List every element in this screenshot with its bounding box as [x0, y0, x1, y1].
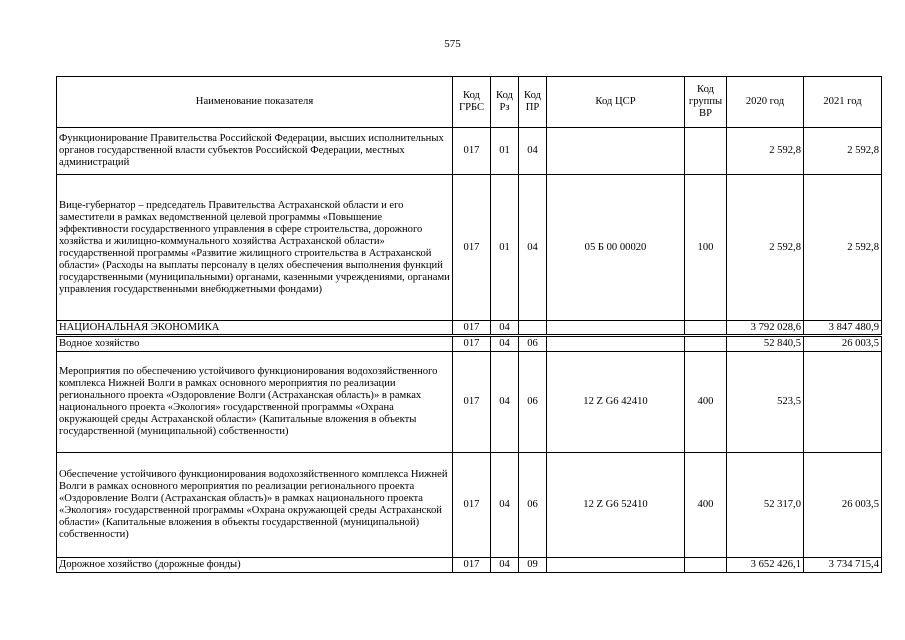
- row-2020: 3 652 426,1: [727, 558, 804, 573]
- row-rz: 04: [491, 558, 519, 573]
- row-2020: 52 840,5: [727, 336, 804, 352]
- row-grbs: 017: [453, 175, 491, 321]
- row-2020: 2 592,8: [727, 175, 804, 321]
- row-pr: 09: [519, 558, 547, 573]
- row-csr: [547, 128, 685, 175]
- row-rz: 04: [491, 453, 519, 558]
- table-row: [57, 336, 882, 352]
- row-vr: [685, 336, 727, 352]
- header-pr: Код ПР: [519, 77, 547, 128]
- row-grbs: 017: [453, 336, 491, 352]
- row-vr: [685, 128, 727, 175]
- header-vr: Код группы ВР: [685, 77, 727, 128]
- row-rz: 01: [491, 175, 519, 321]
- row-name: Обеспечение устойчивого функционирования водохозяйственного комплекса Нижней Волги в рамках основного мероприятия по реализации регионального проекта «Оздоровление Волги (Астраханская область)» в рамках национального проекта «Экология» государственной программы «Охрана окружающей среды Астраханской области» (Капитальные вложения в объекты государственной (муниципальной) собственности): [57, 453, 453, 558]
- row-2020: 3 792 028,6: [727, 321, 804, 336]
- row-rz: 04: [491, 352, 519, 453]
- row-pr: 06: [519, 352, 547, 453]
- row-pr: 06: [519, 453, 547, 558]
- row-vr: 400: [685, 352, 727, 453]
- row-csr: [547, 558, 685, 573]
- header-name: Наименование показателя: [57, 77, 453, 128]
- table-row: [57, 128, 882, 175]
- row-2020: 523,5: [727, 352, 804, 453]
- row-2021: 3 847 480,9: [804, 321, 882, 336]
- row-vr: [685, 558, 727, 573]
- row-grbs: 017: [453, 352, 491, 453]
- row-grbs: 017: [453, 558, 491, 573]
- row-2021: [804, 352, 882, 453]
- row-rz: 01: [491, 128, 519, 175]
- row-name: Мероприятия по обеспечению устойчивого функционирования водохозяйственного комплекса Нижней Волги в рамках основного мероприятия по реализации регионального проекта «Оздоровление Волги (Астраханская область)» в рамках национального проекта «Экология» государственной программы «Охрана окружающей среды Астраханской области» (Капитальные вложения в объекты государственной (муниципальной) собственности): [57, 352, 453, 453]
- row-pr: [519, 321, 547, 336]
- table-row: [57, 175, 882, 321]
- row-csr: [547, 321, 685, 336]
- row-csr: 05 Б 00 00020: [547, 175, 685, 321]
- table-row: [57, 321, 882, 336]
- header-rz: Код Рз: [491, 77, 519, 128]
- row-csr: 12 Z G6 52410: [547, 453, 685, 558]
- row-2021: 2 592,8: [804, 128, 882, 175]
- row-grbs: 017: [453, 321, 491, 336]
- row-name: Водное хозяйство: [57, 336, 453, 352]
- row-grbs: 017: [453, 453, 491, 558]
- row-csr: 12 Z G6 42410: [547, 352, 685, 453]
- row-rz: 04: [491, 321, 519, 336]
- row-2020: 2 592,8: [727, 128, 804, 175]
- row-2021: 3 734 715,4: [804, 558, 882, 573]
- row-name: Дорожное хозяйство (дорожные фонды): [57, 558, 453, 573]
- header-2020: 2020 год: [727, 77, 804, 128]
- row-2021: 2 592,8: [804, 175, 882, 321]
- row-2020: 52 317,0: [727, 453, 804, 558]
- row-pr: 04: [519, 128, 547, 175]
- row-grbs: 017: [453, 128, 491, 175]
- row-pr: 06: [519, 336, 547, 352]
- row-vr: [685, 321, 727, 336]
- row-vr: 400: [685, 453, 727, 558]
- header-row: [57, 77, 882, 128]
- row-2021: 26 003,5: [804, 453, 882, 558]
- row-pr: 04: [519, 175, 547, 321]
- row-vr: 100: [685, 175, 727, 321]
- table-row: [57, 453, 882, 558]
- row-rz: 04: [491, 336, 519, 352]
- row-name: НАЦИОНАЛЬНАЯ ЭКОНОМИКА: [57, 321, 453, 336]
- budget-table: [56, 76, 882, 573]
- row-name: Вице-губернатор – председатель Правительства Астраханской области и его заместители в рамках ведомственной целевой программы «Повышение эффективности государственного управления в сфере строительства, дорожного хозяйства и жилищно-коммунального хозяйства Астраханской области» государственной программы «Развитие жилищного строительства в Астраханской области» (Расходы на выплаты персоналу в целях обеспечения выполнения функций государственными (муниципальными) органами, казенными учреждениями, органами управления государственными внебюджетными фондами): [57, 175, 453, 321]
- header-csr: Код ЦСР: [547, 77, 685, 128]
- page-number: 575: [444, 38, 461, 50]
- header-grbs: Код ГРБС: [453, 77, 491, 128]
- row-2021: 26 003,5: [804, 336, 882, 352]
- table-row: [57, 352, 882, 453]
- row-csr: [547, 336, 685, 352]
- table-row: [57, 558, 882, 573]
- row-name: Функционирование Правительства Российской Федерации, высших исполнительных органов государственной власти субъектов Российской Федерации, местных администраций: [57, 128, 453, 175]
- header-2021: 2021 год: [804, 77, 882, 128]
